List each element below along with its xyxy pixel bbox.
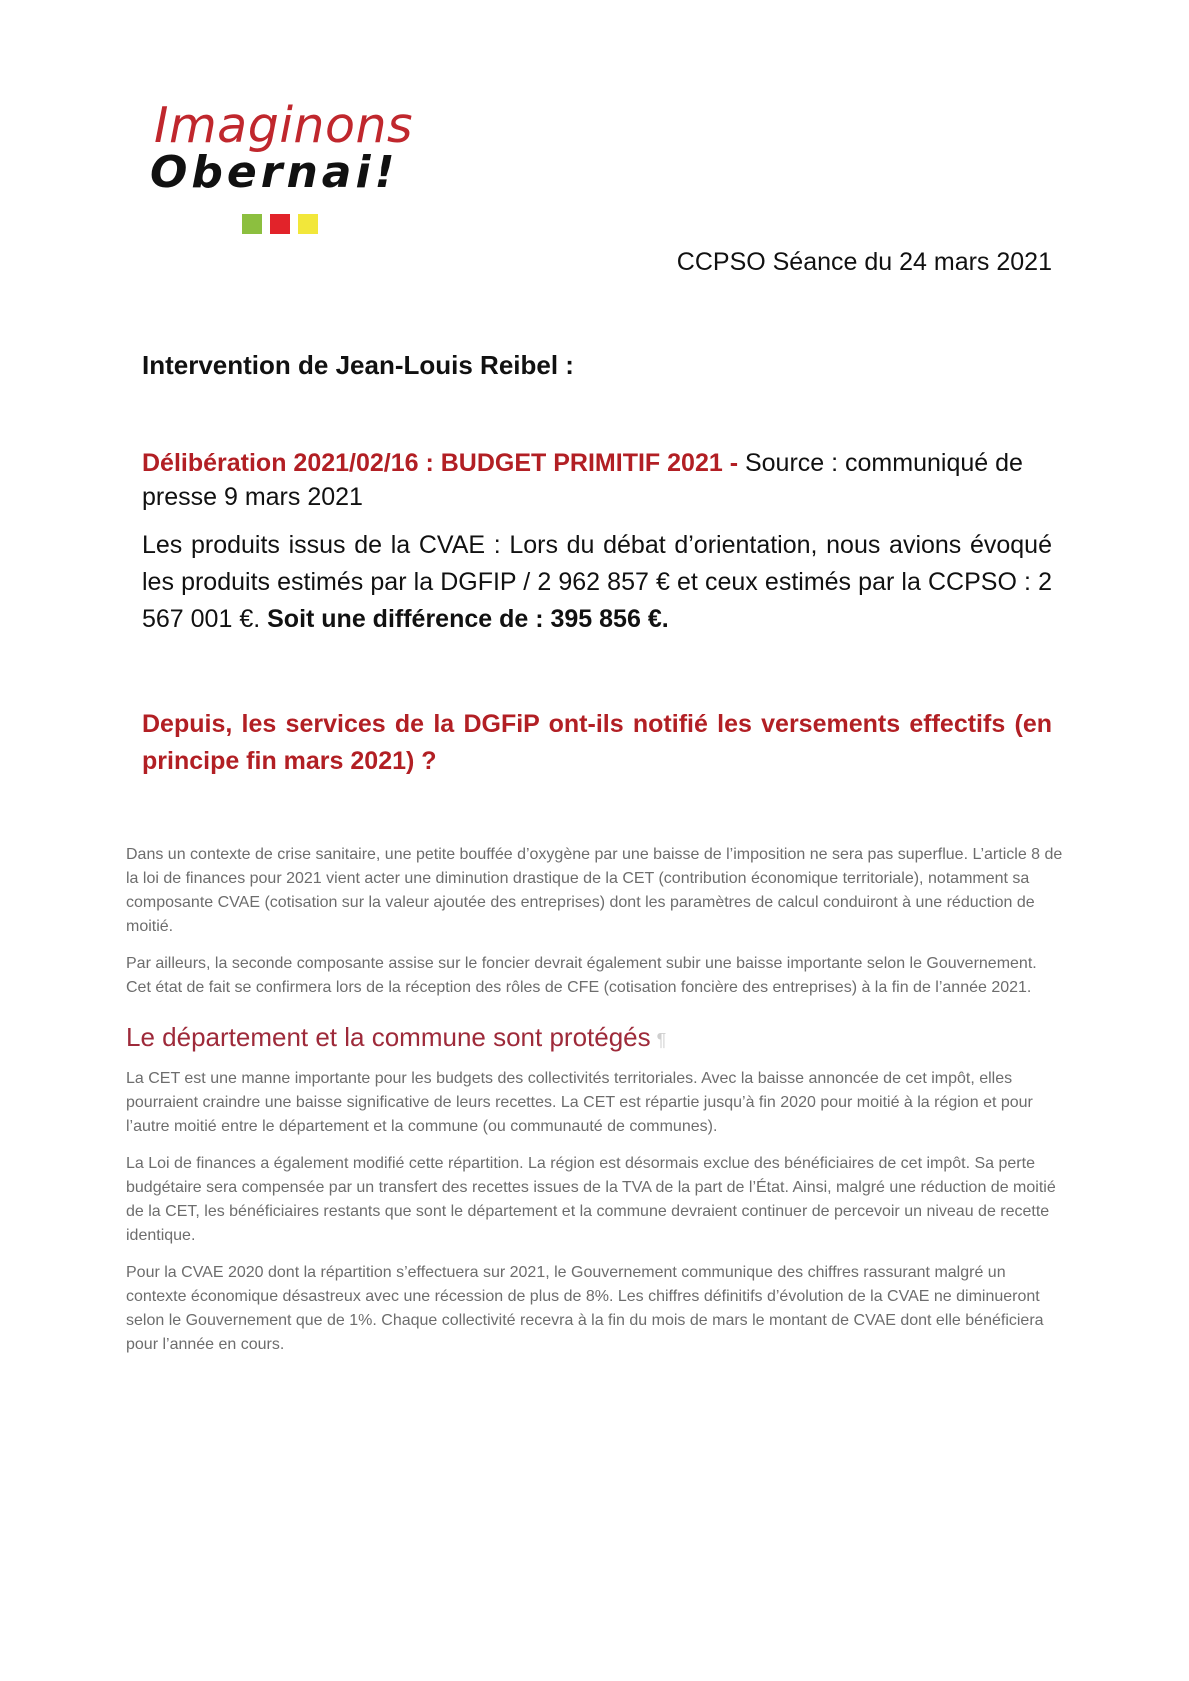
logo-text-imaginons: Imaginons [154, 97, 414, 154]
cvae-difference: Soit une différence de : 395 856 €. [267, 605, 669, 633]
clip-p5-line: selon le Gouvernement que de 1%. Chaque collectivité recevra à la fin du mois de mars le montant de CVAE dont elle bénéficiera [126, 1312, 1044, 1329]
logo-text-obernai: Obernai! [150, 147, 399, 198]
deliberation-line [142, 446, 1052, 514]
clip-p4-line: identique. [126, 1227, 196, 1244]
question-paragraph: Depuis, les services de la DGFiP ont-ils notifié les versements effectifs (en principe fin mars 2021) ? [142, 710, 1052, 775]
deliberation-source: Source : communiqué de presse 9 mars 2021 [142, 449, 1023, 511]
speaker-heading: Intervention de Jean-Louis Reibel : [142, 350, 574, 380]
clip-p1-line: composante CVAE (cotisation sur la valeur ajoutée des entreprises) dont les paramètres de calcul conduiront à une réduction de [126, 894, 1035, 911]
clip-p5-line: pour l’année en cours. [126, 1336, 285, 1353]
clip-p3-line: La CET est une manne importante pour les budgets des collectivités territoriales. Avec la baisse annoncée de cet impôt, elles [126, 1070, 1013, 1087]
clip-p5-line: contexte économique désastreux avec une récession de plus de 8%. Les chiffres définitifs d’évolution de la CVAE ne diminueront [126, 1288, 1040, 1305]
logo-square-green [242, 214, 262, 234]
logo-square-yellow [298, 214, 318, 234]
clip-p3-line: l’autre moitié entre le département et la commune (ou communauté de communes). [126, 1118, 718, 1135]
cvae-paragraph [142, 527, 1052, 638]
clip-p4-line: de la CET, les bénéficiaires restants que sont le département et la commune devraient continuer de percevoir un niveau de recette [126, 1203, 1050, 1220]
clip-p1-line: la loi de finances pour 2021 vient acter une diminution drastique de la CET (contribution économique territoriale), notamment sa [126, 870, 1030, 887]
pilcrow-icon: ¶ [656, 1030, 667, 1050]
session-date: CCPSO Séance du 24 mars 2021 [676, 248, 1052, 276]
clip-p1-line: Dans un contexte de crise sanitaire, une petite bouffée d’oxygène par une baisse de l’imposition ne sera pas superflue. L’article 8 de [126, 846, 1063, 863]
clip-p3-line: pourraient craindre une baisse significative de leurs recettes. La CET est répartie jusqu’à fin 2020 pour moitié à la région et pour [126, 1094, 1033, 1111]
clip-p4-line: budgétaire sera compensée par un transfert des recettes issues de la TVA de la part de l’État. Ainsi, malgré une réduction de moitié [126, 1179, 1056, 1196]
clip-p4-line: La Loi de finances a également modifié cette répartition. La région est désormais exclue des bénéficiaires de cet impôt. Sa perte [126, 1155, 1035, 1172]
logo-color-squares [242, 214, 318, 234]
clip-p1-line: moitié. [126, 918, 174, 935]
deliberation-title: Délibération 2021/02/16 : BUDGET PRIMITIF 2021 - [142, 449, 739, 477]
logo-square-red [270, 214, 290, 234]
clip-p2-line: Cet état de fait se confirmera lors de la réception des rôles de CFE (cotisation foncière des entreprises) à la fin de l’année 2021. [126, 979, 1032, 996]
press-clipping [126, 843, 1092, 1357]
cvae-text: Les produits issus de la CVAE : Lors du débat d’orientation, nous avions évoqué les produits estimés par la DGFIP / 2 962 857 € et ceux estimés par la CCPSO : 2 567 001 €. [142, 531, 1052, 633]
clip-heading [126, 1022, 1092, 1053]
imaginons-obernai-logo [150, 98, 420, 238]
clip-heading-text: Le département et la commune sont protégés [126, 1022, 651, 1052]
clip-p2-line: Par ailleurs, la seconde composante assise sur le foncier devrait également subir une baisse importante selon le Gouvernement. [126, 955, 1037, 972]
clip-p5-line: Pour la CVAE 2020 dont la répartition s’effectuera sur 2021, le Gouvernement communique des chiffres rassurant malgré un [126, 1264, 1006, 1281]
